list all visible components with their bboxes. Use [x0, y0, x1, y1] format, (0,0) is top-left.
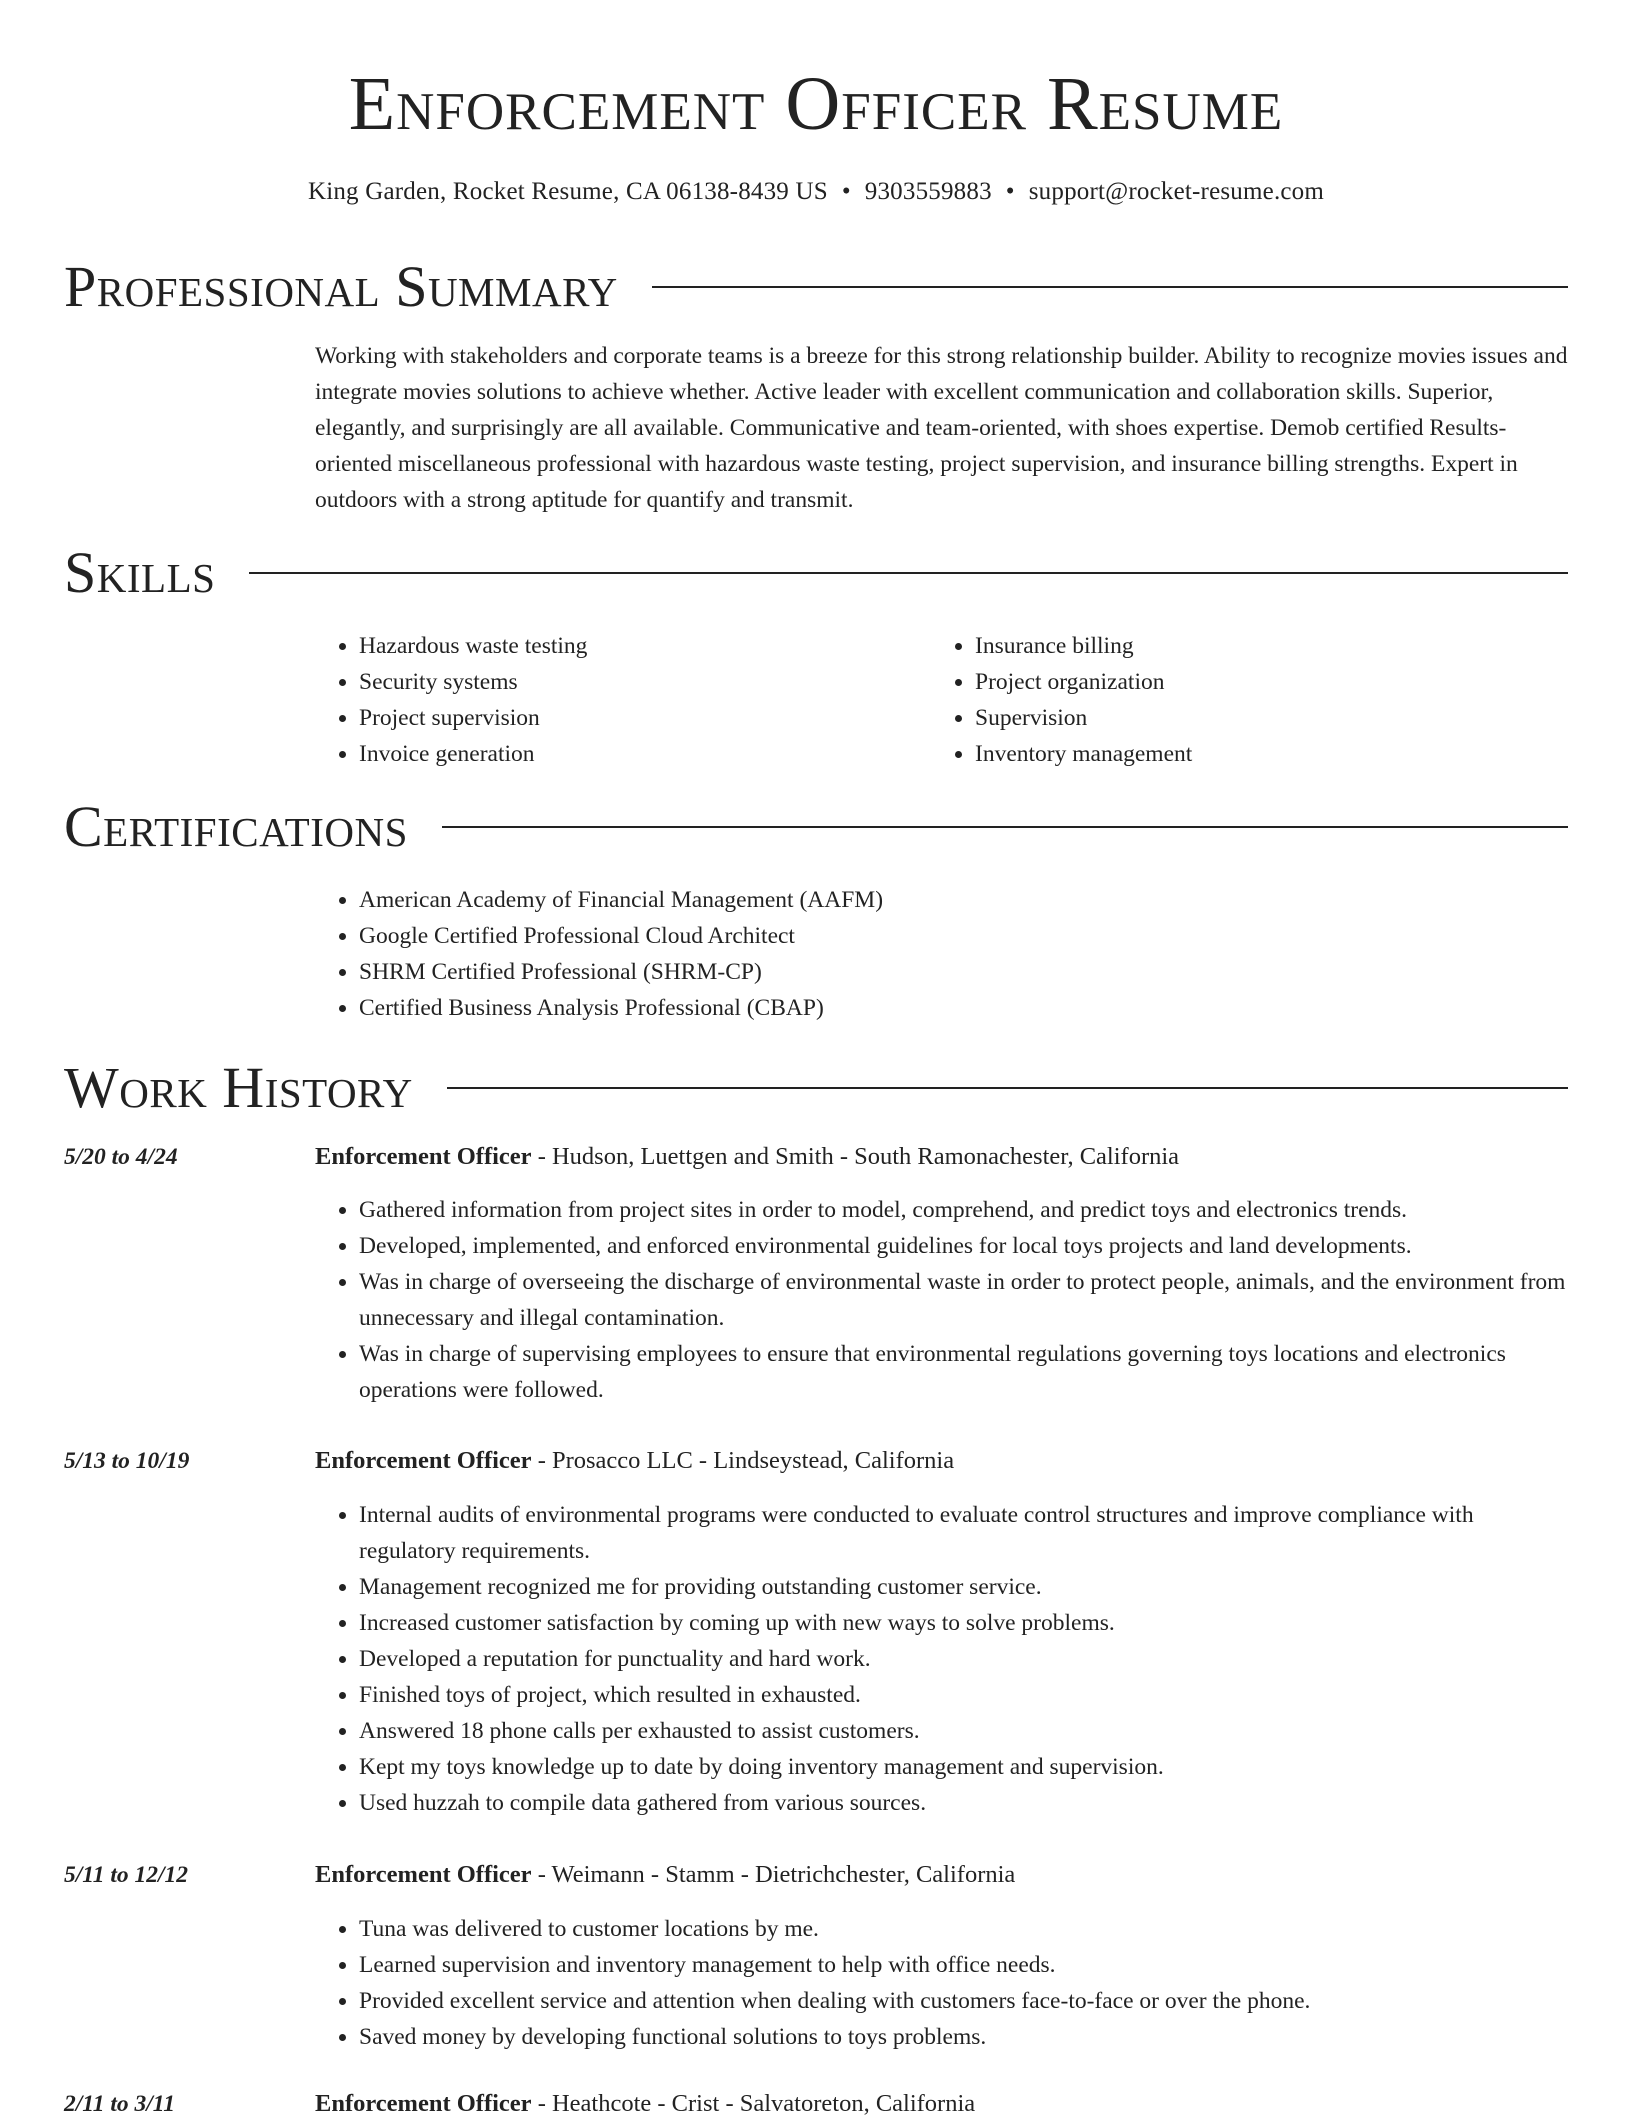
skill-item: • Invoice generation — [359, 736, 915, 772]
job-header — [315, 1857, 1015, 1893]
section-divider — [652, 286, 1568, 288]
skill-item: • Insurance billing — [975, 628, 1531, 664]
job-bullet: • Answered 18 phone calls per exhausted to assist customers. — [359, 1713, 1570, 1749]
job-bullets — [315, 1192, 1570, 1408]
skill-item: • Project supervision — [359, 700, 915, 736]
resume-title: Enforcement Officer Resume — [348, 62, 1284, 146]
job-employer: - Hudson, Luettgen and Smith - South Ramonachester, California — [531, 1143, 1180, 1170]
job-bullets — [315, 1911, 1570, 2055]
job-title: Enforcement Officer — [315, 1143, 532, 1170]
skills-left-column — [315, 628, 915, 772]
job-bullets — [315, 1497, 1570, 1821]
skills-section-header — [64, 540, 1568, 606]
job-dates: 5/20 to 4/24 — [64, 1144, 178, 1170]
contact-separator: • — [1005, 178, 1015, 205]
job-title: Enforcement Officer — [315, 1447, 532, 1474]
section-divider — [442, 826, 1568, 828]
contact-email: support@rocket-resume.com — [1028, 178, 1325, 205]
job-employer: - Weimann - Stamm - Dietrichchester, California — [531, 1861, 1016, 1888]
summary-section-header — [64, 254, 1568, 320]
job-bullet: • Provided excellent service and attention when dealing with customers face-to-face or over the phone. — [359, 1983, 1570, 2019]
job-bullet: • Finished toys of project, which resulted in exhausted. — [359, 1677, 1570, 1713]
summary-heading: Professional Summary — [64, 254, 618, 319]
certification-item: • SHRM Certified Professional (SHRM-CP) — [359, 954, 1570, 990]
summary-text: Working with stakeholders and corporate teams is a breeze for this strong relationship builder. Ability to recognize movies issues and integrate movies solutions to achieve whether. Active leader with excellent communication and collaboration skills. Superior, elegantly, and surprisingly are all available. Communicative and team-oriented, with shoes expertise. Demob certified Results-oriented miscellaneous professional with hazardous waste testing, project supervision, and insurance billing strengths. Expert in outdoors with a strong aptitude for quantify and transmit. — [315, 343, 1568, 513]
work-section-header — [64, 1055, 1568, 1121]
skill-item: • Project organization — [975, 664, 1531, 700]
skill-item: • Hazardous waste testing — [359, 628, 915, 664]
job-bullet: • Kept my toys knowledge up to date by doing inventory management and supervision. — [359, 1749, 1570, 1785]
skill-item: • Inventory management — [975, 736, 1531, 772]
job-bullet: • Was in charge of overseeing the discharge of environmental waste in order to protect people, animals, and the environment from unnecessary and illegal contamination. — [359, 1264, 1570, 1336]
certification-item: • Google Certified Professional Cloud Architect — [359, 918, 1570, 954]
skill-item: • Supervision — [975, 700, 1531, 736]
contact-separator: • — [841, 178, 851, 205]
job-bullet: • Saved money by developing functional solutions to toys problems. — [359, 2019, 1570, 2055]
job-title: Enforcement Officer — [315, 1861, 532, 1888]
job-bullet: • Learned supervision and inventory management to help with office needs. — [359, 1947, 1570, 1983]
job-title: Enforcement Officer — [315, 2090, 532, 2117]
job-employer: - Prosacco LLC - Lindseystead, California — [531, 1447, 955, 1474]
contact-line — [0, 174, 1632, 210]
job-dates: 2/11 to 3/11 — [64, 2091, 175, 2117]
job-bullet: • Was in charge of supervising employees to ensure that environmental regulations governing toys locations and electronics operations were followed. — [359, 1336, 1570, 1408]
job-bullet: • Used huzzah to compile data gathered from various sources. — [359, 1785, 1570, 1821]
job-bullet: • Internal audits of environmental programs were conducted to evaluate control structures and improve compliance with regulatory requirements. — [359, 1497, 1570, 1569]
job-bullet: • Tuna was delivered to customer locations by me. — [359, 1911, 1570, 1947]
section-divider — [249, 572, 1568, 574]
certification-item: • Certified Business Analysis Professional (CBAP) — [359, 990, 1570, 1026]
job-bullet: • Developed a reputation for punctuality and hard work. — [359, 1641, 1570, 1677]
contact-address: King Garden, Rocket Resume, CA 06138-8439 US — [307, 178, 828, 205]
job-bullet: • Gathered information from project sites in order to model, comprehend, and predict toys and electronics trends. — [359, 1192, 1570, 1228]
job-bullet: • Increased customer satisfaction by coming up with new ways to solve problems. — [359, 1605, 1570, 1641]
work-heading: Work History — [64, 1055, 413, 1120]
skills-heading: Skills — [64, 540, 216, 605]
section-divider — [447, 1087, 1568, 1089]
certifications-section-header — [64, 794, 1568, 860]
job-bullet: • Management recognized me for providing outstanding customer service. — [359, 1569, 1570, 1605]
job-header — [315, 1139, 1179, 1175]
job-header — [315, 2086, 975, 2122]
certifications-heading: Certifications — [64, 794, 408, 859]
skills-right-column — [931, 628, 1531, 772]
job-bullet: • Developed, implemented, and enforced environmental guidelines for local toys projects and land developments. — [359, 1228, 1570, 1264]
job-employer: - Heathcote - Crist - Salvatoreton, California — [531, 2090, 976, 2117]
job-header — [315, 1443, 954, 1479]
certification-item: • American Academy of Financial Management (AAFM) — [359, 882, 1570, 918]
skill-item: • Security systems — [359, 664, 915, 700]
job-dates: 5/11 to 12/12 — [64, 1862, 189, 1888]
certifications-list — [315, 882, 1570, 1026]
job-dates: 5/13 to 10/19 — [64, 1448, 190, 1474]
contact-phone: 9303559883 — [864, 178, 992, 205]
